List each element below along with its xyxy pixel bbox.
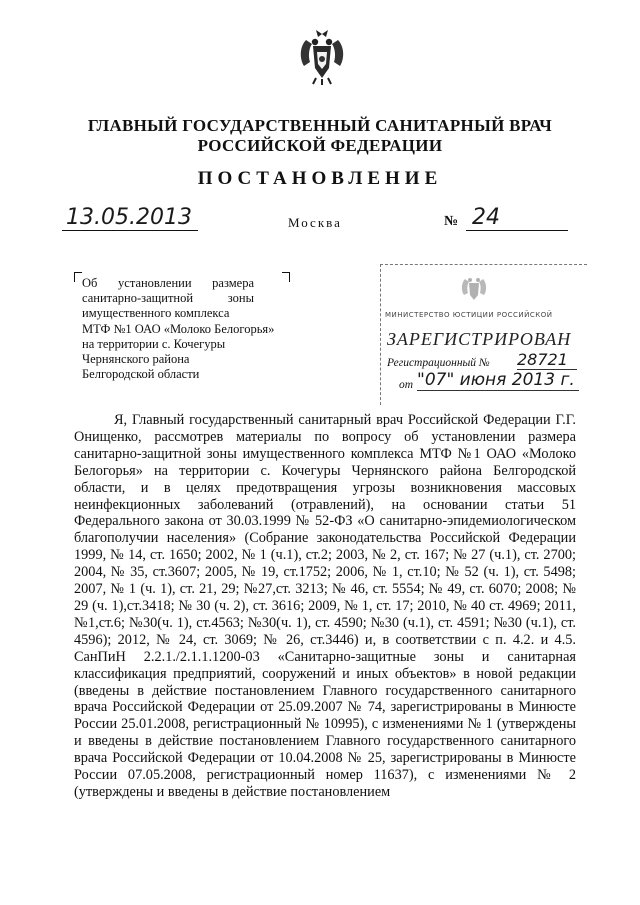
document-city: Москва xyxy=(288,215,342,230)
subject-line: МТФ №1 ОАО «Молоко Белогорья» xyxy=(82,321,275,336)
subject-line: Чернянского района xyxy=(82,352,190,367)
document-number: 24 xyxy=(466,206,568,231)
document-date: 13.05.2013 xyxy=(62,206,198,231)
subject-block xyxy=(82,276,292,382)
stamp-ministry-text: МИНИСТЕРСТВО ЮСТИЦИИ РОССИЙСКОЙ xyxy=(385,311,553,319)
subject-line: имущественного комплекса xyxy=(82,306,230,321)
subject-line: на территории с. Кочегуры xyxy=(82,336,226,351)
stamp-date: "07" июня 2013 г. xyxy=(417,371,579,391)
stamp-reg-number: 28721 xyxy=(517,351,577,370)
stamp-registered-text: ЗАРЕГИСТРИРОВАН xyxy=(387,329,572,349)
body-paragraph: Я, Главный государственный санитарный врач Российской Федерации Г.Г. Онищенко, рассмотрев материалы по вопросу об установлении размера санитарно-защитной зоны имущественного комплекса МТФ №1 ОАО «Молоко Белогорья» на территории с. Кочегуры Чернянского района Белгородской области, и в целях предотвращения угрозы возникновения массовых неинфекционных заболеваний (отравлений), на основании статьи 51 Федерального закона от 30.03.1999 № 52-ФЗ «О санитарно-эпидемиологическом благополучии населения» (Собрание законодательства Российской Федерации 1999, № 14, ст. 1650; 2002, № 1 (ч.1), ст.2; 2003, № 2, ст. 167; № 27 (ч.1), ст. 2700; 2004, № 35, ст.3607; 2005, № 19, ст.1752; 2006, № 1, ст.10; № 52 (ч. 1), ст. 5498; 2007, № 1 (ч. 1), ст. 21, 29; №27,ст. 3213; № 46, ст. 5554; № 49, ст. 6070; 2008; № 29 (ч. 1),ст.3418; № 30 (ч. 2), ст. 3616; 2009, № 1, ст. 17; 2010, № 40 ст. 4969; 2011, №1,ст.6; №30(ч. 1), ст.4563; №30(ч. 1), ст. 4590; №30 (ч.1), ст. 4591; №30 (ч.1), ст. 4596); 2012, № 24, ст. 3069; № 26, ст.3446) и, в соответствии с п. 4.2. и 4.5. СанПиН 2.2.1./2.1.1.1200-03 «Санитарно-защитные зоны и санитарная классификация предприятий, сооружений и иных объектов» в новой редакции (введены в действие постановлением Главного государственного санитарного врача Российской Федерации от 25.09.2007 № 74, зарегистрированы в Минюсте России 25.01.2008, регистрационный № 10995), с изменениями № 1 (утверждены и введены в действие постановлением Главного государственного санитарного врача Российской Федерации от 10.04.2008 № 25, зарегистрированы в Минюсте России 07.05.2008, регистрационный номер 11637), с изменениями № 2 (утверждены и введены в действие постановлением xyxy=(74,412,576,800)
stamp-date-label: от xyxy=(399,379,414,391)
stamp-reg-number-label: Регистрационный № xyxy=(387,357,490,369)
number-sign: № xyxy=(444,214,459,229)
subject-line: Белгородской области xyxy=(82,367,200,382)
document-type: ПОСТАНОВЛЕНИЕ xyxy=(197,168,443,189)
coat-of-arms-icon xyxy=(296,28,348,86)
issuer-title-line1: ГЛАВНЫЙ ГОСУДАРСТВЕННЫЙ САНИТАРНЫЙ ВРАЧ xyxy=(87,116,553,135)
subject-line: Об установлении размера xyxy=(82,276,254,290)
issuer-title-line2: РОССИЙСКОЙ ФЕДЕРАЦИИ xyxy=(197,136,443,155)
registration-stamp xyxy=(380,264,587,405)
subject-corner-left xyxy=(74,272,82,282)
subject-line: санитарно-защитной зоны xyxy=(82,291,254,306)
stamp-emblem-icon xyxy=(459,273,489,303)
